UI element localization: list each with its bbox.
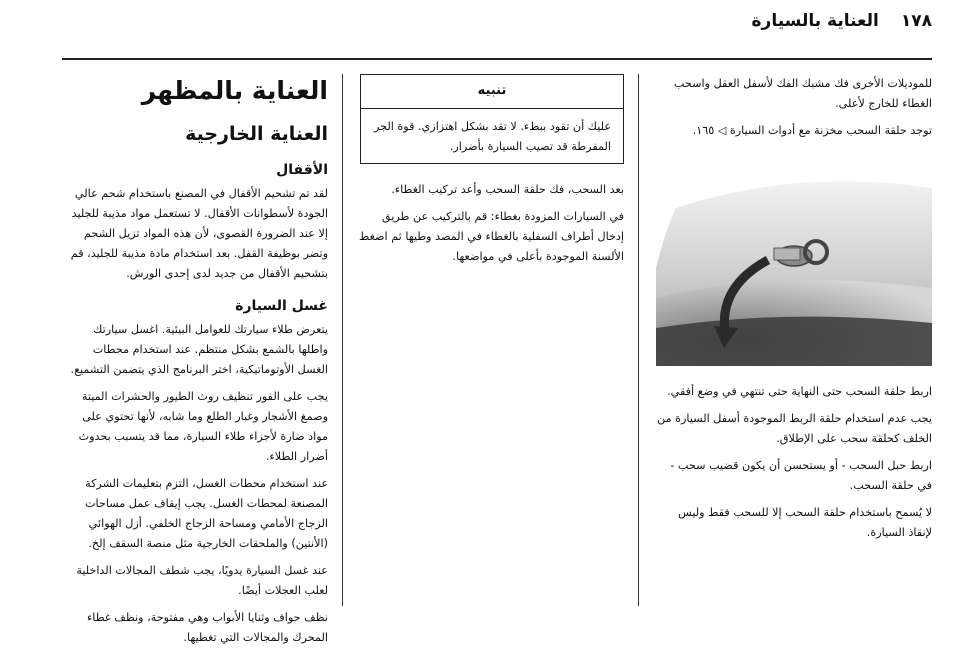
header-rule (62, 58, 932, 60)
header-title: العناية بالسيارة (751, 11, 879, 31)
wash-heading: غسل السيارة (235, 298, 328, 314)
page-header (30, 8, 932, 34)
notice-box (360, 74, 624, 164)
arrow-reference-icon: ◁ (717, 124, 727, 137)
column-left (64, 74, 328, 655)
ref-page: ١٦٥. (692, 124, 715, 137)
locks-heading: الأقفال (276, 162, 328, 178)
column-divider-left (342, 74, 343, 606)
column-middle (358, 74, 624, 274)
paragraph: اربط حبل السحب - أو يستحسن أن يكون قضيب سحب - في حلقة السحب. (670, 459, 932, 492)
paragraph: عند غسل السيارة يدويًا، يجب شطف المجالات الداخلية لعلب العجلات أيضًا. (76, 564, 328, 597)
section-heading: العناية بالمظهر (141, 76, 328, 105)
paragraph: يجب عدم استخدام حلقة الربط الموجودة أسفل السيارة من الخلف كحلقة سحب على الإطلاق. (657, 412, 932, 445)
subsection-heading: العناية الخارجية (185, 123, 328, 145)
ref-text: توجد حلقة السحب مخزنة مع أدوات السيارة (729, 124, 932, 137)
paragraph: بعد السحب، فك حلقة السحب وأعد تركيب الغطاء. (391, 183, 624, 196)
paragraph-ref (654, 121, 932, 141)
paragraph: يجب على الفور تنظيف روث الطيور والحشرات الميتة وصمغ الأشجار وغبار الطلع وما شابه، لأنها تحتوي على مواد ضارة لأجزاء طلاء السيارة، مما قد يتسبب بحدوث أضرار الطلاء. (78, 390, 328, 463)
page-number: ١٧٨ (900, 11, 932, 31)
tow-eye-photo (656, 148, 932, 366)
column-divider-right (638, 74, 639, 606)
paragraph: يتعرض طلاء سيارتك للعوامل البيئية. اغسل سيارتك واطلها بالشمع بشكل منتظم. عند استخدام محطات الغسل الأوتوماتيكية، اختر البرنامج الذي يتضمن التشميع. (70, 323, 328, 376)
paragraph: عند استخدام محطات الغسل، التزم بتعليمات الشركة المصنعة لمحطات الغسل. يجب إيقاف عمل مساحات الزجاج الأمامي ومساحة الزجاج الخلفي. أزل الهوائي (الأنتين) والملحقات الخارجية مثل منصة السقف إلخ. (85, 477, 328, 550)
paragraph: نظف حواف وثنايا الأبواب وهي مفتوحة، ونظف غطاء المحرك والمجالات التي تغطيها. (87, 611, 328, 644)
notice-title: تنبيه (361, 75, 623, 109)
tow-eye-illustration (656, 148, 932, 366)
paragraph: لا يُسمح باستخدام حلقة السحب إلا للسحب فقط وليس لإنقاذ السيارة. (678, 506, 932, 539)
paragraph: في السيارات المزودة بغطاء: قم بالتركيب عن طريق إدخال أطراف السفلية بالغطاء في المصد وطيها ثم اضغط الألسنة الموجودة بأعلى في مواضعها. (359, 210, 624, 263)
paragraph: لقد تم تشحيم الأقفال في المصنع باستخدام شحم عالي الجودة لأسطوانات الأقفال. لا تستعمل مواد مذيبة للجليد إلا عند الضرورة القصوى، لأن هذه المواد تزيل الشحم وتضر بوظيفة القفل. بعد استخدام مادة مذيبة للجليد، قم بتشحيم الأقفال من جديد لدى إحدى الورش. (70, 187, 328, 280)
paragraph: اربط حلقة السحب حتى النهاية حتى تنتهي في وضع أفقي. (667, 385, 932, 398)
notice-body: عليك أن تقود ببطء. لا تقد بشكل اهتزازي. قوة الجر المفرطة قد تصيب السيارة بأضرار. (373, 120, 611, 153)
paragraph: للموديلات الأخرى فك مشبك الفك لأسفل العقل واسحب الغطاء للخارج لأعلى. (673, 77, 932, 110)
column-right (654, 74, 932, 550)
